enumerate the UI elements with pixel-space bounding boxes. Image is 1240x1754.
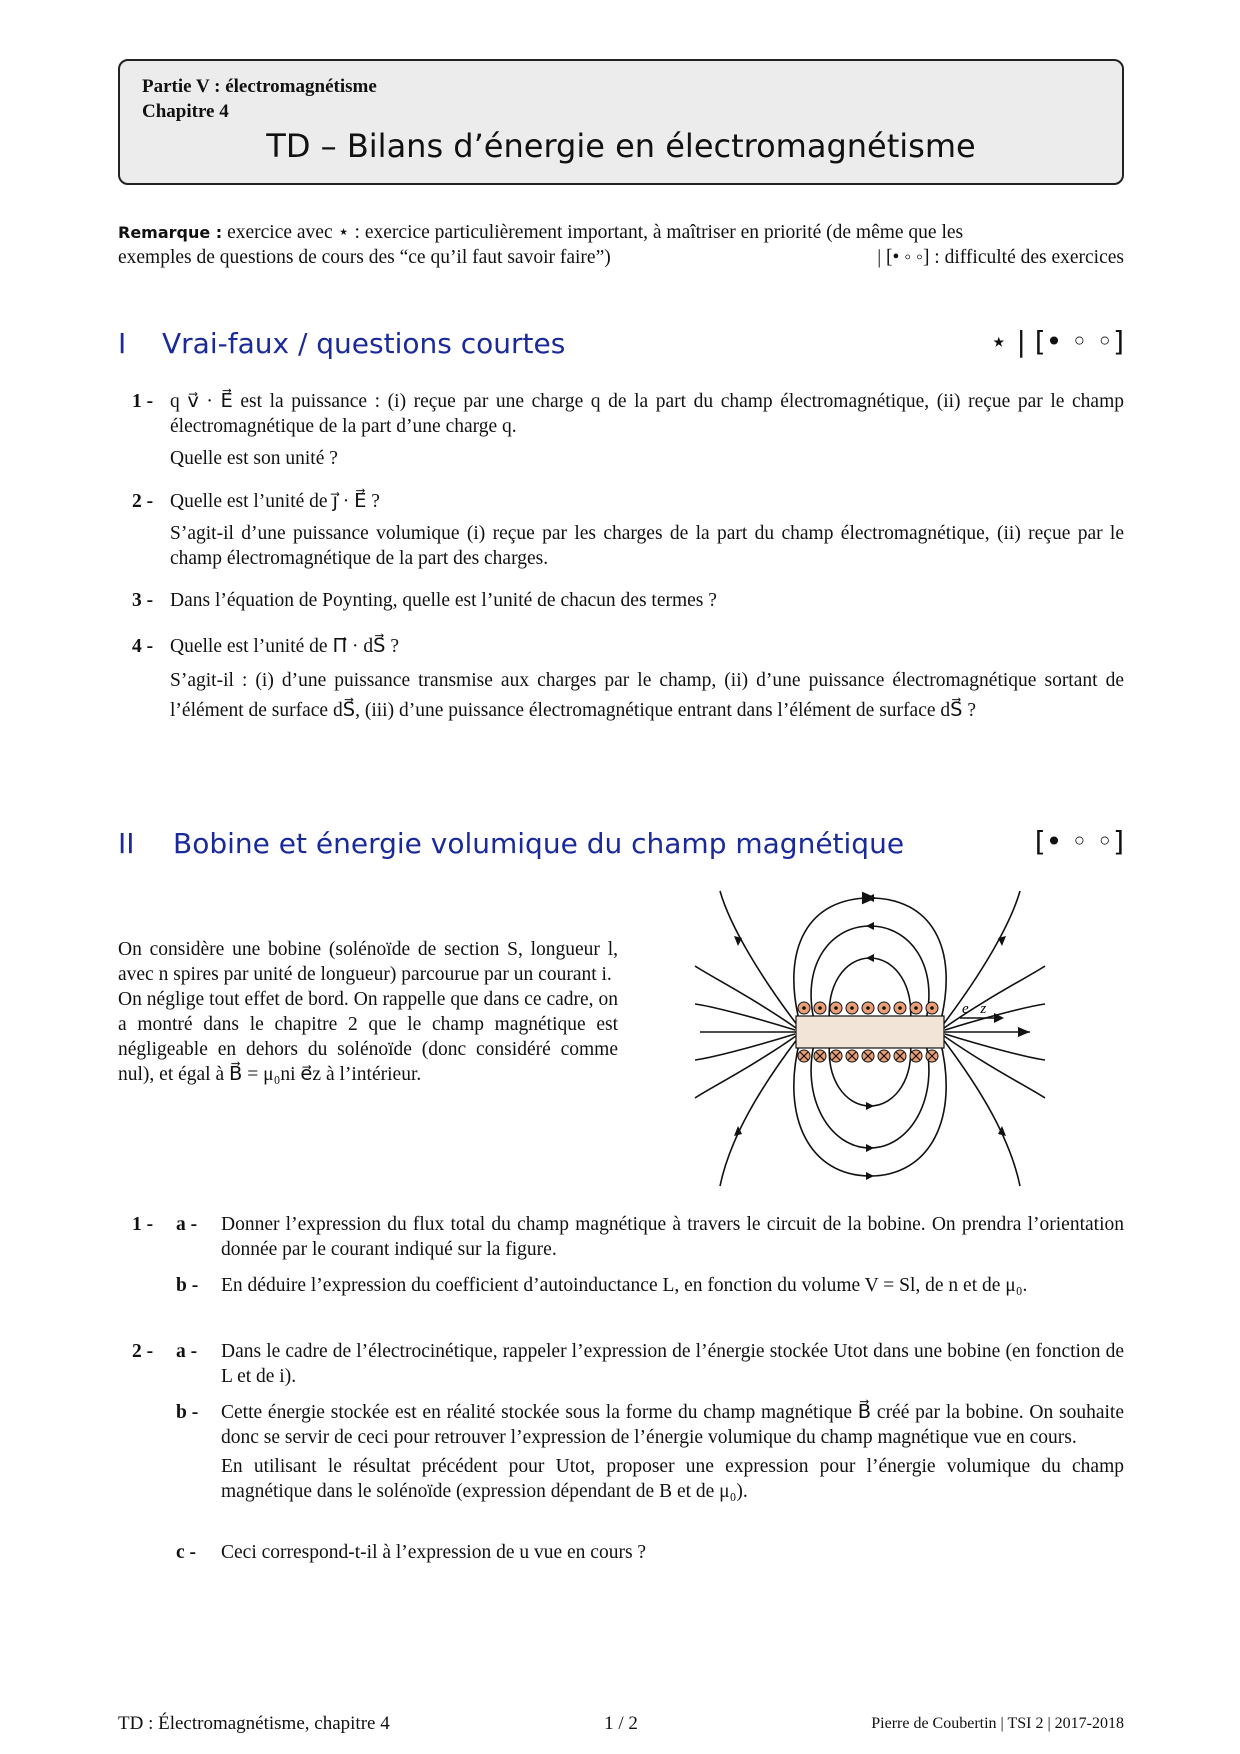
question-number: 2 - (132, 1341, 154, 1362)
chapter-label: Chapitre 4 (142, 101, 229, 122)
arrow-head (866, 1102, 874, 1110)
question-2-2a (132, 1339, 1124, 1394)
remark-keyword: Remarque : (118, 223, 223, 242)
field-line (695, 966, 796, 1028)
arrow-head (866, 894, 874, 902)
question-number: 2 - (132, 491, 154, 512)
question-2-1a (132, 1212, 1124, 1267)
section-1-title: Vrai-faux / questions courtes (162, 327, 566, 360)
field-line (695, 1036, 796, 1098)
section-1-difficulty: ⋆ | [• ◦ ◦] (990, 325, 1124, 358)
question-text: q v⃗ · E⃗ est la puissance : (i) reçue par une charge q de la part du champ électromagnétique, (ii) reçue par le champ électromagnétique de la part d’une charge q. (170, 391, 1124, 437)
sub-question-text: Donner l’expression du flux total du champ magnétique à travers le circuit de la bobine. On prendra l’orientation donnée par le courant indiqué sur la figure. (221, 1214, 1124, 1260)
question-text: Quelle est l’unité de j⃗ · E⃗ ? (170, 491, 380, 512)
page-number: 1 / 2 (604, 1713, 638, 1734)
document-title: TD – Bilans d’énergie en électromagnétisme (266, 127, 976, 165)
solenoid-field-figure (690, 886, 1050, 1192)
sub-question-label: a - (176, 1214, 198, 1235)
question-text: Quelle est l’unité de Π⃗ · dS⃗ ? (170, 636, 400, 657)
remark-line2-left: exemples de questions de cours des “ce qu’il faut savoir faire”) (118, 247, 611, 268)
question-1-1 (132, 389, 1124, 469)
question-text: Dans l’équation de Poynting, quelle est l’unité de chacun des termes ? (170, 590, 717, 611)
intro-paragraph-1: On considère une bobine (solénoïde de section S, longueur l, avec n spires par unité de longueur) parcourue par un courant i. (118, 939, 618, 985)
section-2-title: Bobine et énergie volumique du champ magnétique (173, 827, 905, 860)
question-2-1b (132, 1273, 1124, 1328)
question-number: 1 - (132, 1214, 154, 1235)
sub-question-label: a - (176, 1341, 198, 1362)
section-2-intro (118, 937, 618, 1087)
arrow-head (866, 954, 874, 962)
question-number: 3 - (132, 590, 154, 611)
section-2-number: II (118, 827, 135, 860)
ez-label: e⃗z (962, 1001, 987, 1017)
section-1-heading (118, 327, 1124, 367)
solenoid-body (796, 1016, 944, 1048)
question-1-4 (132, 634, 1124, 744)
sub-question-label: b - (176, 1402, 199, 1423)
footer-left: TD : Électromagnétisme, chapitre 4 (118, 1713, 390, 1734)
arrow-head (866, 1172, 874, 1180)
remark-line2-right: | [• ◦ ◦] : difficulté des exercices (877, 247, 1124, 268)
sub-question-label: c - (176, 1542, 197, 1563)
question-2-2c (132, 1540, 1124, 1566)
chapter-header-box (118, 59, 1124, 185)
field-line (944, 1036, 1045, 1098)
sub-question-text: Cette énergie stockée est en réalité stockée sous la forme du champ magnétique B⃗ créé par la bobine. On souhaite donc se servir de ceci pour retrouver l’expression de l’énergie volumique du champ magnétique vue en cours. (221, 1402, 1124, 1448)
question-number: 1 - (132, 391, 154, 412)
question-text-2: S’agit-il : (i) d’une puissance transmise aux charges par le champ, (ii) d’une puissance électromagnétique sortant de l’élément de surface dS⃗, (iii) d’une puissance électromagnétique entrant dans l’élément de surface dS⃗ ? (170, 670, 1124, 721)
arrow-head (998, 936, 1006, 946)
page-footer (118, 1713, 1124, 1737)
field-line (720, 891, 798, 1026)
question-2-2b (132, 1400, 1124, 1530)
sub-question-label: b - (176, 1275, 199, 1296)
sub-question-text: Dans le cadre de l’électrocinétique, rappeler l’expression de l’énergie stockée Utot dans une bobine (en fonction de L et de i). (221, 1341, 1124, 1387)
section-1-number: I (118, 327, 127, 360)
question-1-2 (132, 489, 1124, 569)
question-text-2: S’agit-il d’une puissance volumique (i) reçue par les charges de la part du champ électromagnétique, (ii) reçue par le champ électromagnétique de la part des charges. (170, 523, 1124, 569)
section-2-heading (118, 827, 1124, 867)
sub-question-text: En déduire l’expression du coefficient d’autoinductance L, en fonction du volume V = Sl, de n et de μ₀. (221, 1275, 1028, 1296)
footer-right: Pierre de Coubertin | TSI 2 | 2017-2018 (871, 1715, 1124, 1732)
section-2-difficulty: [• ◦ ◦] (1034, 825, 1124, 858)
remark-line1: exercice avec ⋆ : exercice particulièrement important, à maîtriser en priorité (de même que les (227, 222, 964, 243)
part-label: Partie V : électromagnétisme (142, 76, 377, 97)
arrow-head (734, 936, 742, 946)
question-number: 4 - (132, 636, 154, 657)
arrow-head (866, 1144, 874, 1152)
arrow-head (866, 922, 874, 930)
question-1-3 (132, 588, 1124, 614)
remark-block (118, 220, 1124, 270)
sub-question-text: Ceci correspond-t-il à l’expression de u vue en cours ? (221, 1542, 647, 1563)
question-text-2: Quelle est son unité ? (170, 448, 338, 469)
arrow-head (1018, 1027, 1030, 1037)
sub-question-text-2: En utilisant le résultat précédent pour Utot, proposer une expression pour l’énergie volumique du champ magnétique dans le solénoïde (expression dépendant de B et de μ₀). (221, 1456, 1124, 1502)
intro-paragraph-2: On néglige tout effet de bord. On rappelle que dans ce cadre, on a montré dans le chapitre 2 que le champ magnétique est négligeable en dehors du solénoïde (donc considéré comme nul), et égal à B⃗ = μ₀ni e⃗z à l’intérieur. (118, 989, 618, 1085)
